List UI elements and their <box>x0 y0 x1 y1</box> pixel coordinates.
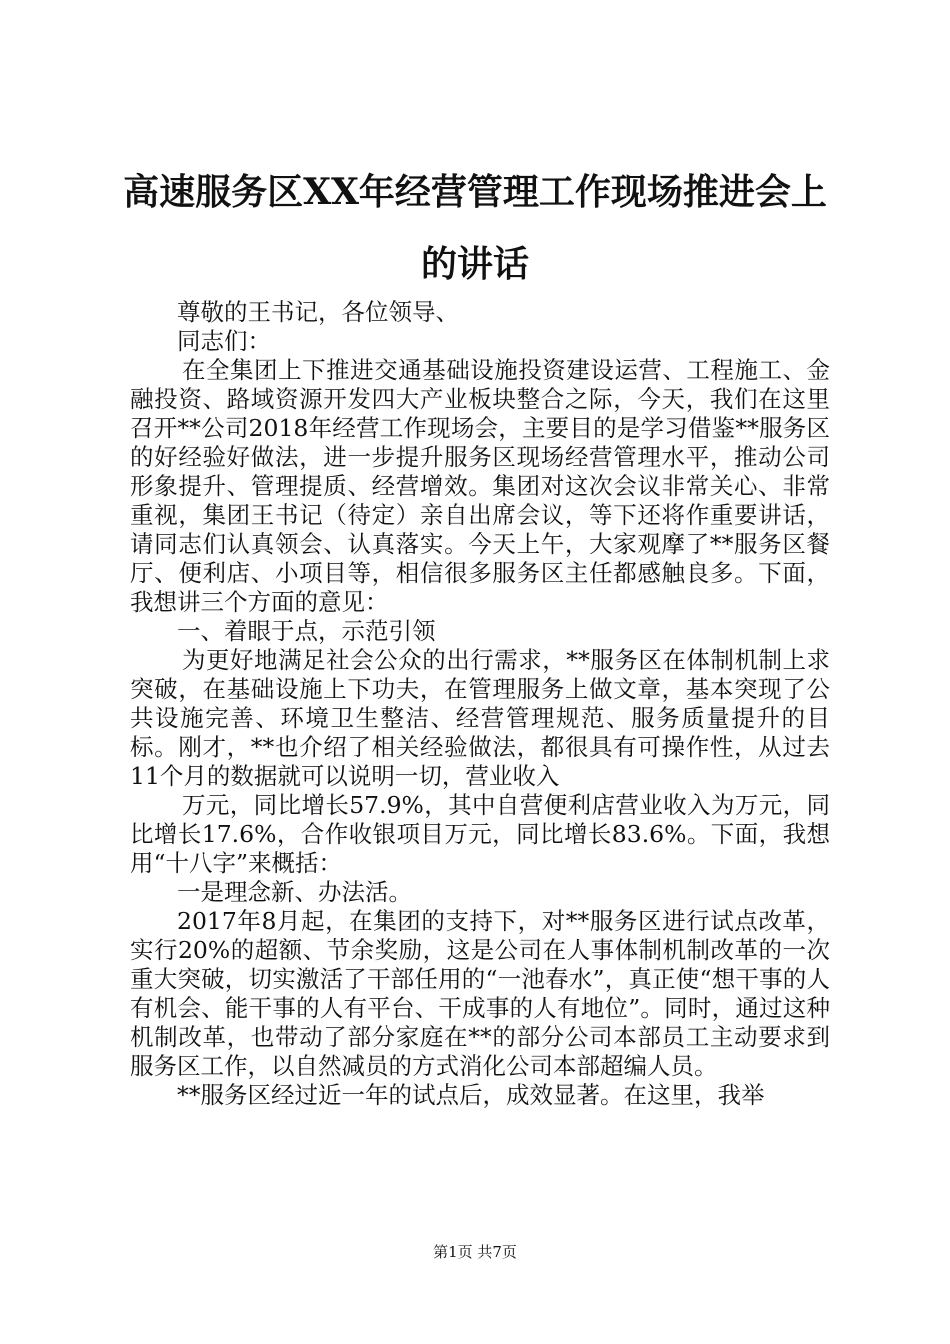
salutation-continued: 同志们： <box>177 327 271 355</box>
section-heading: 一、着眼于点，示范引领 <box>177 617 436 645</box>
title-line-2: 的讲话 <box>420 243 529 285</box>
paragraph: 万元，同比增长57.9%，其中自营便利店营业收入为万元，同比增长17.6%，合作收银项目万元，同比增长83.6%。下面，我想用“十八字”来概括： <box>130 791 830 877</box>
document-title <box>100 156 850 300</box>
salutation: 尊敬的王书记，各位领导、 <box>177 298 459 326</box>
page-number: 第1页 共7页 <box>433 1243 517 1261</box>
paragraph: 在全集团上下推进交通基础设施投资建设运营、工程施工、金融投资、路域资源开发四大产业板块整合之际，今天，我们在这里召开**公司2018年经营工作现场会，主要目的是学习借鉴**服务区的好经验好做法，进一步提升服务区现场经营管理水平，推动公司形象提升、管理提质、经营增效。集团对这次会议非常关心、非常重视，集团王书记（待定）亲自出席会议，等下还将作重要讲话，请同志们认真领会、认真落实。今天上午，大家观摩了**服务区餐厅、便利店、小项目等，相信很多服务区主任都感触良多。下面，我想讲三个方面的意见： <box>130 356 830 616</box>
document-body <box>130 298 830 1110</box>
title-line-1: 高速服务区XX年经营管理工作现场推进会上 <box>123 171 827 213</box>
subsection-heading: 一是理念新、办法活。 <box>177 878 412 906</box>
paragraph: 为更好地满足社会公众的出行需求，**服务区在体制机制上求突破，在基础设施上下功夫，在管理服务上做文章，基本突现了公共设施完善、环境卫生整洁、经营管理规范、服务质量提升的目标。刚才，**也介绍了相关经验做法，都很具有可操作性，从过去11个月的数据就可以说明一切，营业收入 <box>130 646 830 790</box>
paragraph: **服务区经过近一年的试点后，成效显著。在这里，我举 <box>177 1081 765 1109</box>
paragraph: 2017年8月起，在集团的支持下，对**服务区进行试点改革，实行20%的超额、节余奖励，这是公司在人事体制机制改革的一次重大突破，切实激活了干部任用的“一池春水”，真正使“想干事的人有机会、能干事的人有平台、干成事的人有地位”。同时，通过这种机制改革，也带动了部分家庭在**的部分公司本部员工主动要求到服务区工作，以自然减员的方式消化公司本部超编人员。 <box>130 907 830 1080</box>
